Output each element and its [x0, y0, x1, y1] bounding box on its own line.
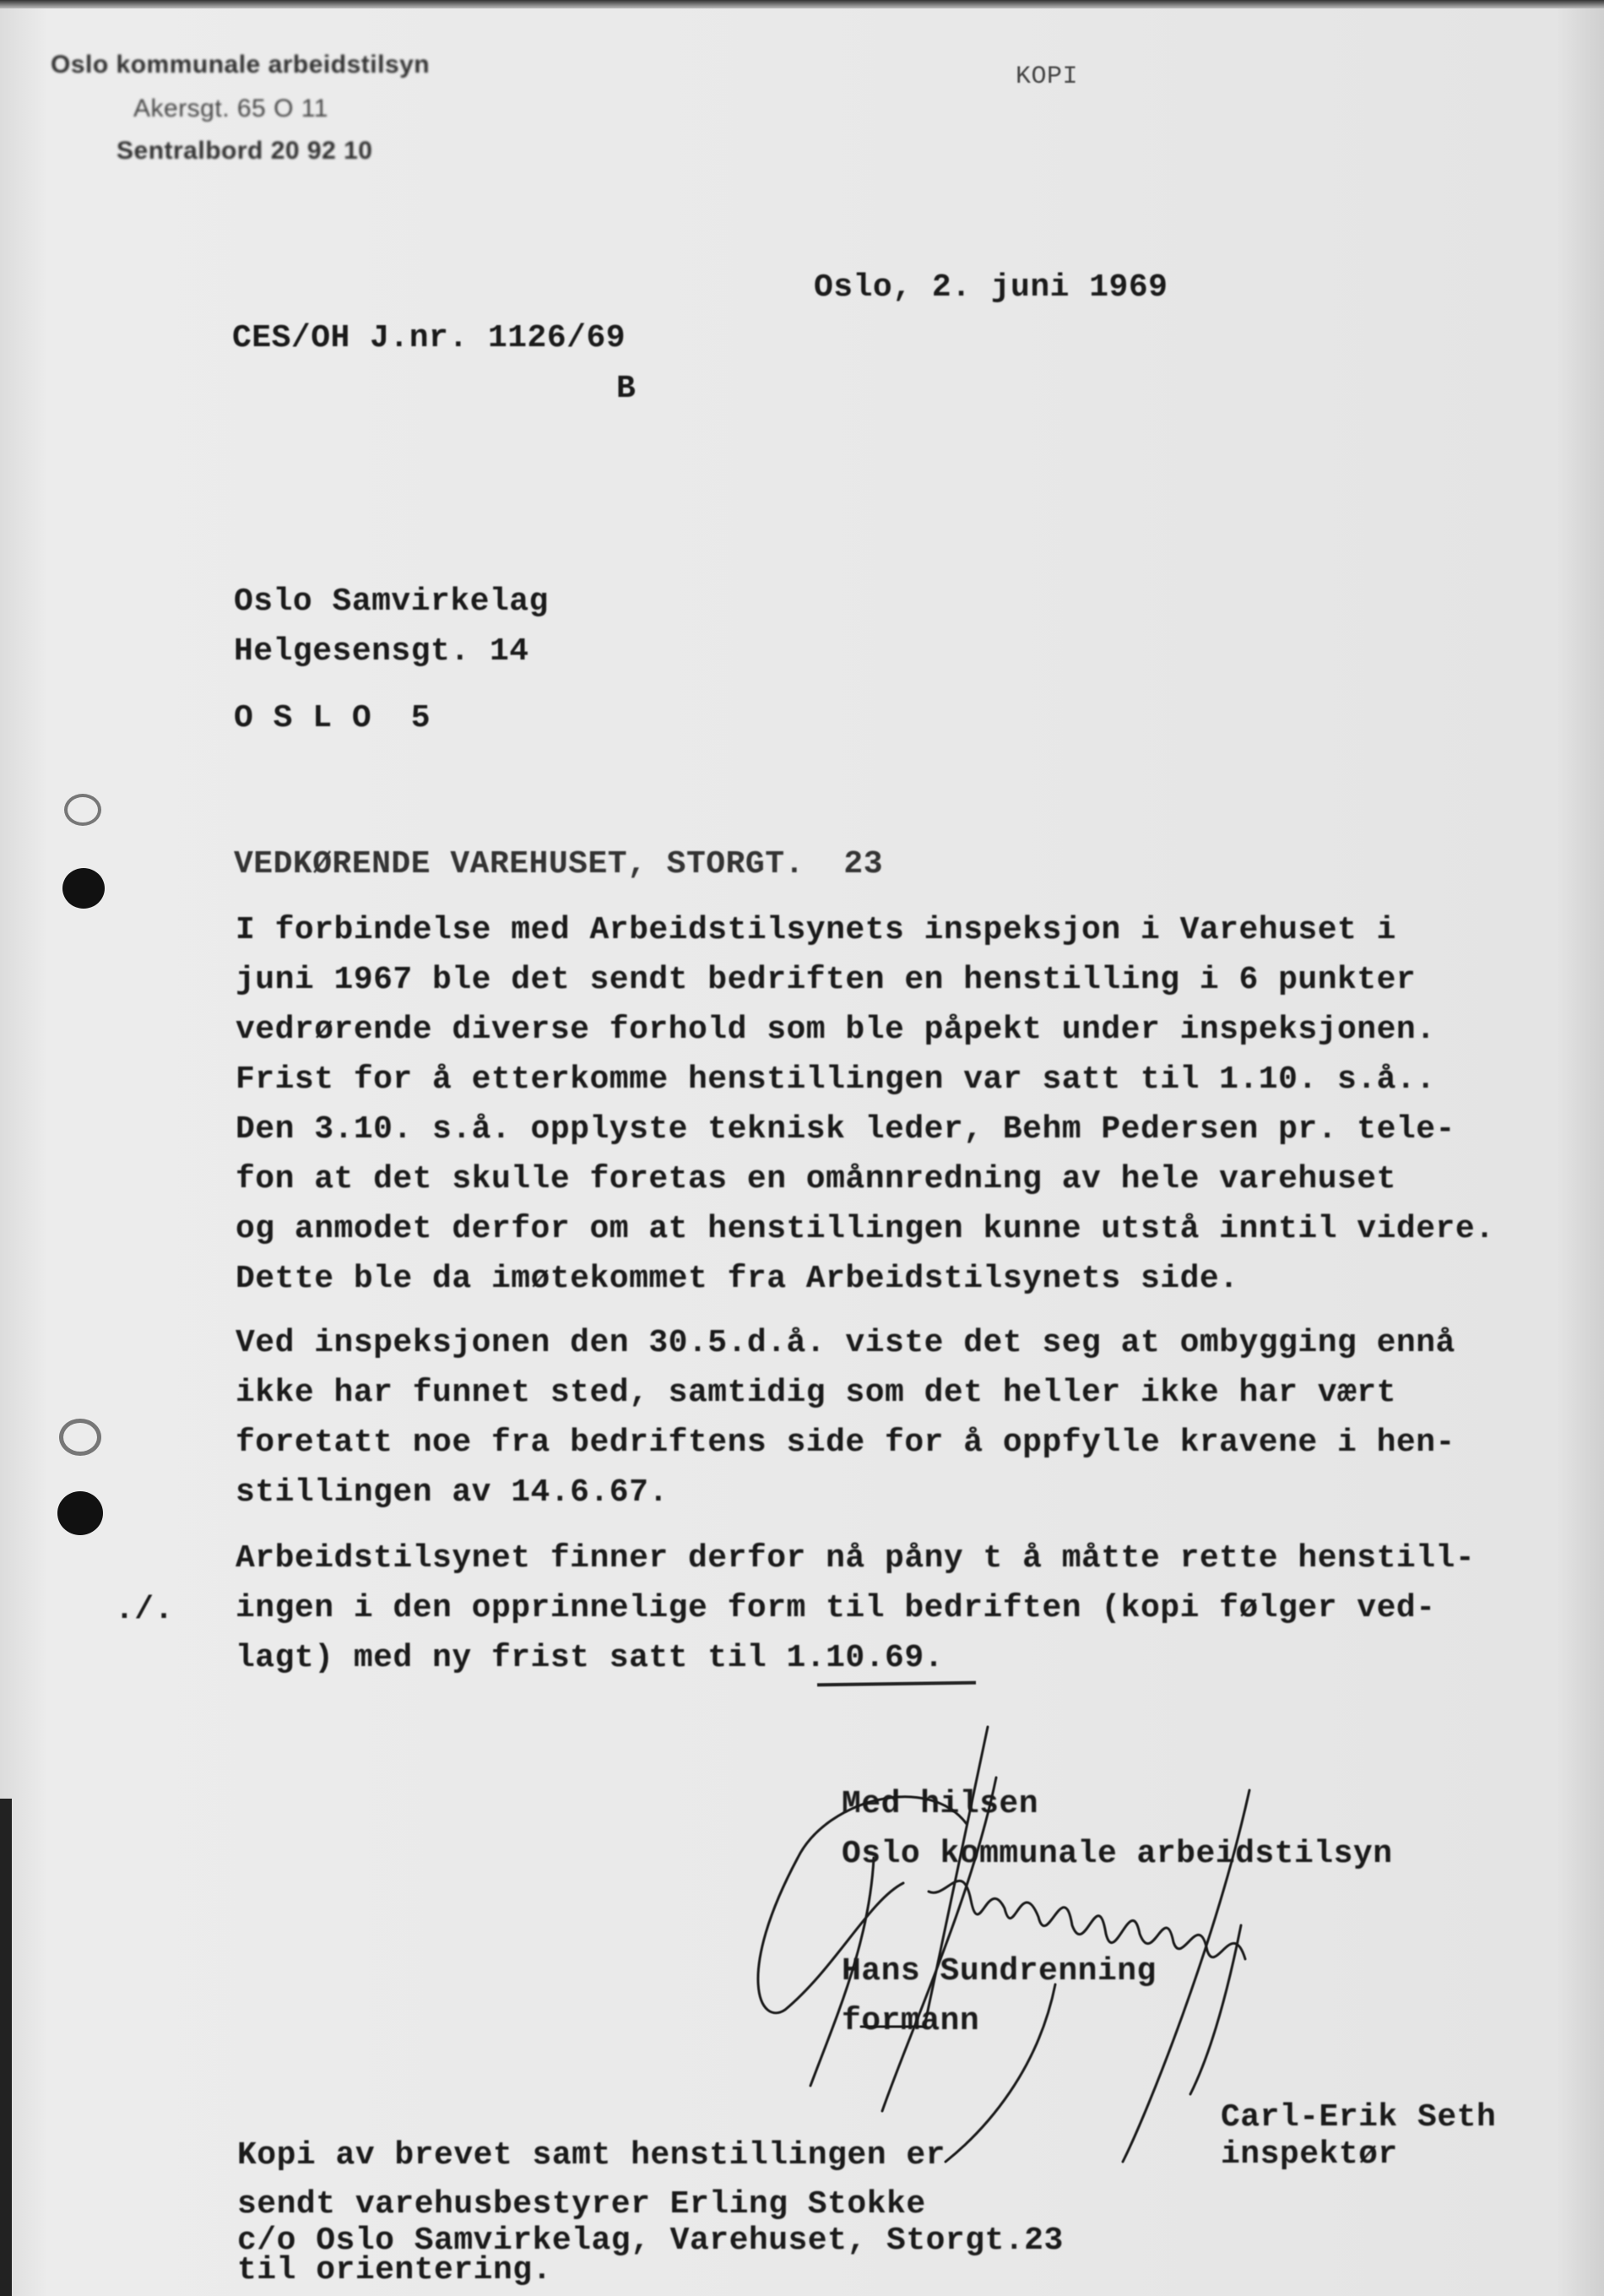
letterhead-address: Akersgt. 65 O 11: [133, 95, 328, 122]
recipient-name: Oslo Samvirkelag: [234, 583, 549, 620]
copy-note-line: sendt varehusbestyrer Erling Stokke: [237, 2186, 926, 2223]
body-line: I forbindelse med Arbeidstilsynets inspeksjon i Varehuset i: [236, 912, 1396, 948]
copy-note-line: til orientering.: [237, 2252, 552, 2288]
signer-name: Hans Sundrenning: [842, 1953, 1157, 1989]
body-line: Dette ble da imøtekommet fra Arbeidstilsynets side.: [236, 1261, 1239, 1297]
letterhead-phone: Sentralbord 20 92 10: [117, 137, 373, 165]
body-line: ikke har funnet sted, samtidig som det heller ikke har vært: [236, 1375, 1396, 1411]
body-line: juni 1967 ble det sendt bedriften en henstilling i 6 punkter: [236, 962, 1417, 998]
reference-number: CES/OH J.nr. 1126/69: [232, 320, 626, 356]
second-signer-name: Carl-Erik Seth: [1221, 2099, 1497, 2136]
body-line: vedrørende diverse forhold som ble påpekt under inspeksjonen.: [236, 1012, 1436, 1048]
closing-organization: Oslo kommunale arbeidstilsyn: [842, 1836, 1393, 1872]
body-line: Ved inspeksjonen den 30.5.d.å. viste det seg at ombygging ennå: [236, 1325, 1455, 1361]
subject-line: VEDKØRENDE VAREHUSET, STORGT. 23: [234, 846, 884, 882]
recipient-city: O S L O 5: [234, 700, 431, 736]
body-line: Arbeidstilsynet finner derfor nå påny t å måtte rette henstill-: [236, 1540, 1476, 1577]
recipient-street: Helgesensgt. 14: [234, 633, 529, 670]
copy-note-line: c/o Oslo Samvirkelag, Varehuset, Storgt.23: [237, 2223, 1064, 2259]
body-line: Frist for å etterkomme henstillingen var satt til 1.10. s.å..: [236, 1061, 1436, 1098]
closing-greeting: Med hilsen: [842, 1786, 1039, 1822]
body-line: stillingen av 14.6.67.: [236, 1474, 669, 1511]
letterhead-organization: Oslo kommunale arbeidstilsyn: [51, 51, 431, 79]
reference-code: B: [616, 371, 637, 407]
body-line: lagt) med ny frist satt til 1.10.69.: [236, 1640, 944, 1676]
signer-title: formann: [842, 2003, 980, 2039]
body-line: foretatt noe fra bedriftens side for å oppfylle kravene i hen-: [236, 1425, 1455, 1461]
body-line: Den 3.10. s.å. opplyste teknisk leder, Behm Pedersen pr. tele-: [236, 1111, 1455, 1148]
enclosure-mark: ./.: [115, 1592, 174, 1628]
copy-note-line: Kopi av brevet samt henstillingen er: [237, 2137, 946, 2174]
body-line: og anmodet derfor om at henstillingen kunne utstå inntil videre.: [236, 1211, 1495, 1247]
letter-date: Oslo, 2. juni 1969: [814, 269, 1168, 306]
second-signer-title: inspektør: [1221, 2136, 1398, 2173]
copy-mark: KOPI: [1016, 62, 1079, 91]
body-line: ingen i den opprinnelige form til bedriften (kopi følger ved-: [236, 1590, 1436, 1626]
body-line: fon at det skulle foretas en omånnredning av hele varehuset: [236, 1161, 1396, 1197]
